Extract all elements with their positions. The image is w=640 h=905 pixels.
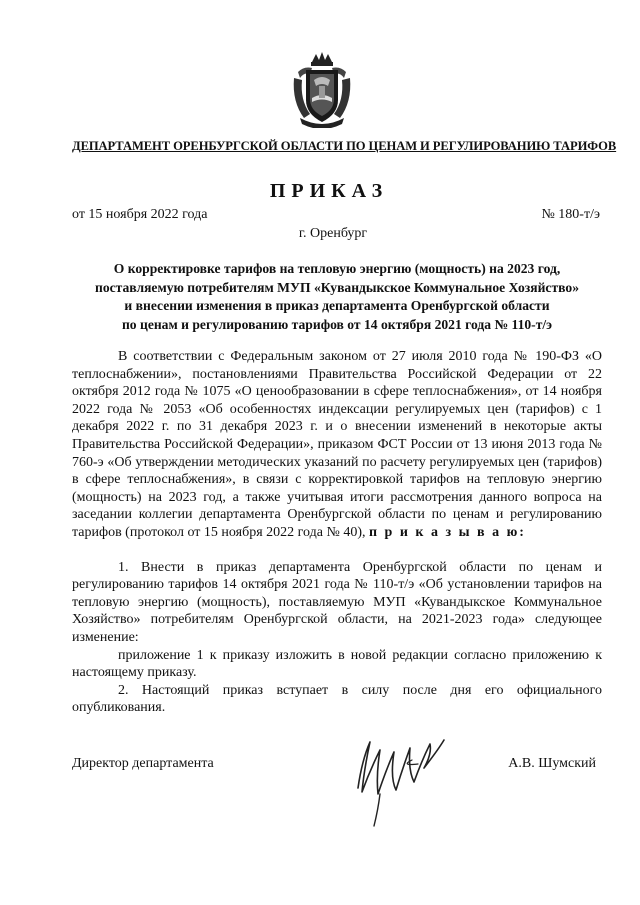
item-2-paragraph: 2. Настоящий приказ вступает в силу после дня его официального опубликования.: [72, 682, 602, 716]
order-body: [72, 348, 602, 717]
document-title: ПРИКАЗ: [269, 180, 389, 202]
subject-line: поставляемую потребителям МУП «Кувандыкское Коммунальное Хозяйство»: [94, 279, 579, 295]
order-number: № 180-т/э: [541, 207, 600, 222]
subject-line: О корректировке тарифов на тепловую энергию (мощность) на 2023 год,: [113, 261, 561, 276]
department-name: ДЕПАРТАМЕНТ ОРЕНБУРГСКОЙ ОБЛАСТИ ПО ЦЕНАМ И РЕГУЛИРОВАНИЮ ТАРИФОВ: [72, 139, 617, 153]
item-1-detail-paragraph: приложение 1 к приказу изложить в новой редакции согласно приложению к настоящему приказу.: [72, 647, 602, 681]
signatory-position: Директор департамента: [72, 756, 214, 771]
preamble-paragraph: [72, 348, 602, 542]
subject-line: и внесении изменения в приказ департамента Оренбургской области: [124, 298, 550, 313]
order-subject: [72, 260, 602, 334]
item-1-paragraph: 1. Внести в приказ департамента Оренбургской области по ценам и регулированию тарифов 14 октября 2021 года № 110-т/э «Об установлении тарифов на тепловую энергию (мощность), поставляемую МУП «Кувандыкское Коммунальное Хозяйство» потребителям Оренбургской области, на 2021-2023 года» следующее изменение:: [72, 559, 602, 645]
signatory-name: А.В. Шумский: [508, 756, 596, 771]
preamble-text: В соответствии с Федеральным законом от 27 июля 2010 года № 190-ФЗ «О теплоснабжении», постановлениями Правительства Российской Федерации от 22 октября 2012 года № 1075 «О ценообразовании в сфере теплоснабжения», от 14 ноября 2022 года № 2053 «Об особенностях индексации регулируемых цен (тарифов) с 1 декабря 2022 г. по 31 декабря 2023 г. и о внесении изменений в некоторые акты Правительства Российской Федерации», приказом ФСТ России от 13 июня 2013 года № 760-э «Об утверждении методических указаний по расчету регулируемых цен (тарифов) в сфере теплоснабжения», в связи с корректировкой тарифов на тепловую энергию (мощность) на 2023 год, а также учитывая итоги рассмотрения данного вопроса на заседании коллегии департамента Оренбургской области по ценам и регулированию тарифов (протокол от 15 ноября 2022 года № 40),: [72, 349, 602, 540]
order-word: п р и к а з ы в а ю:: [368, 524, 526, 540]
order-date: от 15 ноября 2022 года: [72, 207, 208, 222]
coat-of-arms-emblem: [290, 52, 354, 128]
handwritten-signature: [340, 730, 460, 830]
subject-line: по ценам и регулированию тарифов от 14 октября 2021 года № 110-т/э: [121, 316, 553, 332]
order-city: г. Оренбург: [298, 226, 368, 241]
